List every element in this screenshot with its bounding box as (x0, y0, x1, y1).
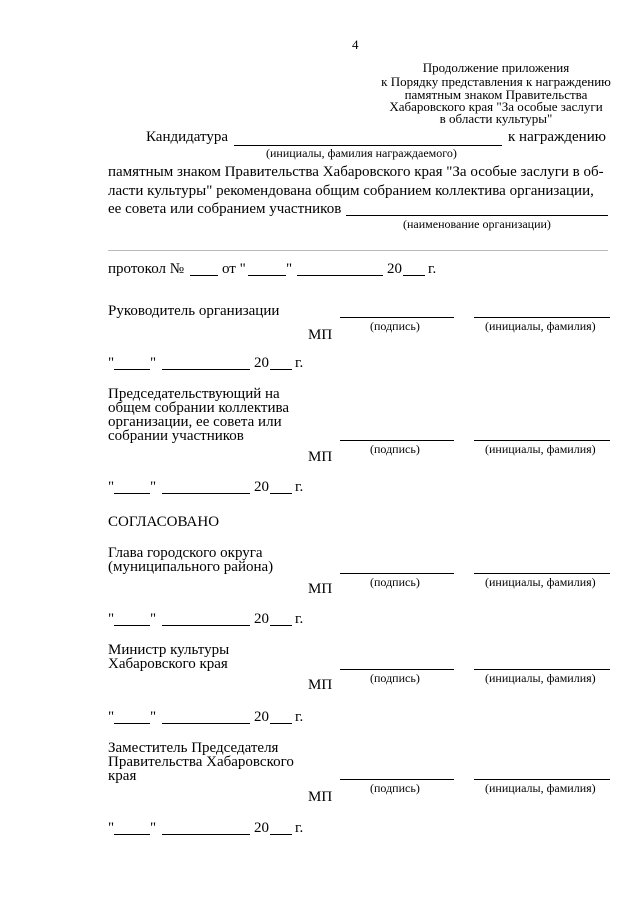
date-close-quote: " (150, 611, 157, 627)
to-award-label: к награждению (508, 129, 606, 145)
protocol-year-prefix: 20 (387, 261, 402, 277)
hint-initials: (инициалы, фамилия) (485, 781, 596, 795)
signature-field[interactable] (340, 779, 454, 780)
minister-label-line: Министр культуры (108, 642, 230, 658)
date-close-quote: " (150, 820, 157, 836)
agreed-heading: СОГЛАСОВАНО (108, 514, 220, 530)
date-day-field[interactable] (114, 369, 150, 370)
date-open-quote: " (108, 355, 115, 371)
date-open-quote: " (108, 709, 115, 725)
hint-signature: (подпись) (370, 442, 420, 456)
header-line: Продолжение приложения (422, 60, 570, 75)
protocol-from-label: от " (222, 261, 246, 277)
date-year-field[interactable] (270, 625, 292, 626)
date-open-quote: " (108, 479, 115, 495)
date-year-prefix: 20 (254, 709, 269, 725)
initials-field[interactable] (474, 440, 610, 441)
protocol-year-field[interactable] (403, 275, 425, 276)
date-year-field[interactable] (270, 369, 292, 370)
date-year-field[interactable] (270, 493, 292, 494)
date-year-field[interactable] (270, 723, 292, 724)
date-year-suffix: г. (295, 611, 304, 627)
mayor-label-line: Глава городского округа (108, 545, 263, 561)
signature-field[interactable] (340, 573, 454, 574)
signature-field[interactable] (340, 440, 454, 441)
candidacy-label: Кандидатура (146, 129, 229, 145)
header-line: Хабаровского края "За особые заслуги (389, 99, 603, 114)
date-close-quote: " (150, 355, 157, 371)
deputy-label-line: Правительства Хабаровского (108, 754, 294, 770)
date-close-quote: " (150, 479, 157, 495)
date-month-field[interactable] (162, 369, 250, 370)
deputy-label-line: Заместитель Председателя (108, 740, 279, 756)
hint-signature: (подпись) (370, 781, 420, 795)
date-year-suffix: г. (295, 820, 304, 836)
hint-signature: (подпись) (370, 575, 420, 589)
initials-field[interactable] (474, 573, 610, 574)
protocol-year-suffix: г. (428, 261, 437, 277)
seal-mark: МП (308, 449, 333, 465)
signature-field[interactable] (340, 317, 454, 318)
protocol-month-field[interactable] (297, 275, 383, 276)
header-line: памятным знаком Правительства (404, 87, 588, 102)
date-day-field[interactable] (114, 834, 150, 835)
paragraph-line: ласти культуры" рекомендована общим собранием коллектива организации, (108, 183, 594, 199)
date-day-field[interactable] (114, 493, 150, 494)
minister-label-line: Хабаровского края (108, 656, 228, 672)
date-month-field[interactable] (162, 493, 250, 494)
date-month-field[interactable] (162, 625, 250, 626)
seal-mark: МП (308, 677, 333, 693)
chairperson-label-line: Председательствующий на (108, 386, 280, 402)
organization-name-continuation-line[interactable] (108, 250, 608, 251)
seal-mark: МП (308, 327, 333, 343)
initials-field[interactable] (474, 779, 610, 780)
hint-initials: (инициалы, фамилия) (485, 319, 596, 333)
chairperson-label-line: собрании участников (108, 428, 244, 444)
hint-initials: (инициалы, фамилия) (485, 671, 596, 685)
hint-signature: (подпись) (370, 319, 420, 333)
organization-name-field[interactable] (346, 215, 608, 216)
chairperson-label-line: общем собрании коллектива (108, 400, 290, 416)
mayor-label-line: (муниципального района) (108, 559, 274, 575)
date-month-field[interactable] (162, 834, 250, 835)
date-year-prefix: 20 (254, 611, 269, 627)
header-line: к Порядку представления к награждению (381, 74, 611, 89)
protocol-day-field[interactable] (248, 275, 286, 276)
hint-organization-name: (наименование организации) (403, 217, 551, 231)
head-of-organization-label: Руководитель организации (108, 303, 280, 319)
date-year-prefix: 20 (254, 355, 269, 371)
date-year-prefix: 20 (254, 820, 269, 836)
deputy-label-line: края (108, 768, 137, 784)
date-day-field[interactable] (114, 625, 150, 626)
date-open-quote: " (108, 820, 115, 836)
initials-field[interactable] (474, 317, 610, 318)
date-month-field[interactable] (162, 723, 250, 724)
date-year-suffix: г. (295, 355, 304, 371)
seal-mark: МП (308, 789, 333, 805)
paragraph-line: ее совета или собранием участников (108, 201, 342, 217)
hint-initials: (инициалы, фамилия) (485, 442, 596, 456)
date-close-quote: " (150, 709, 157, 725)
protocol-quote: " (286, 261, 293, 277)
date-year-suffix: г. (295, 709, 304, 725)
date-day-field[interactable] (114, 723, 150, 724)
protocol-number-field[interactable] (190, 275, 218, 276)
page-number: 4 (352, 37, 359, 52)
protocol-label: протокол № (108, 261, 185, 277)
date-year-suffix: г. (295, 479, 304, 495)
hint-candidate-name: (инициалы, фамилия награждаемого) (266, 146, 457, 160)
paragraph-line: памятным знаком Правительства Хабаровского края "За особые заслуги в об- (108, 164, 604, 180)
signature-field[interactable] (340, 669, 454, 670)
hint-initials: (инициалы, фамилия) (485, 575, 596, 589)
date-year-field[interactable] (270, 834, 292, 835)
seal-mark: МП (308, 581, 333, 597)
initials-field[interactable] (474, 669, 610, 670)
date-open-quote: " (108, 611, 115, 627)
header-line: в области культуры" (439, 111, 553, 126)
hint-signature: (подпись) (370, 671, 420, 685)
date-year-prefix: 20 (254, 479, 269, 495)
chairperson-label-line: организации, ее совета или (108, 414, 282, 430)
